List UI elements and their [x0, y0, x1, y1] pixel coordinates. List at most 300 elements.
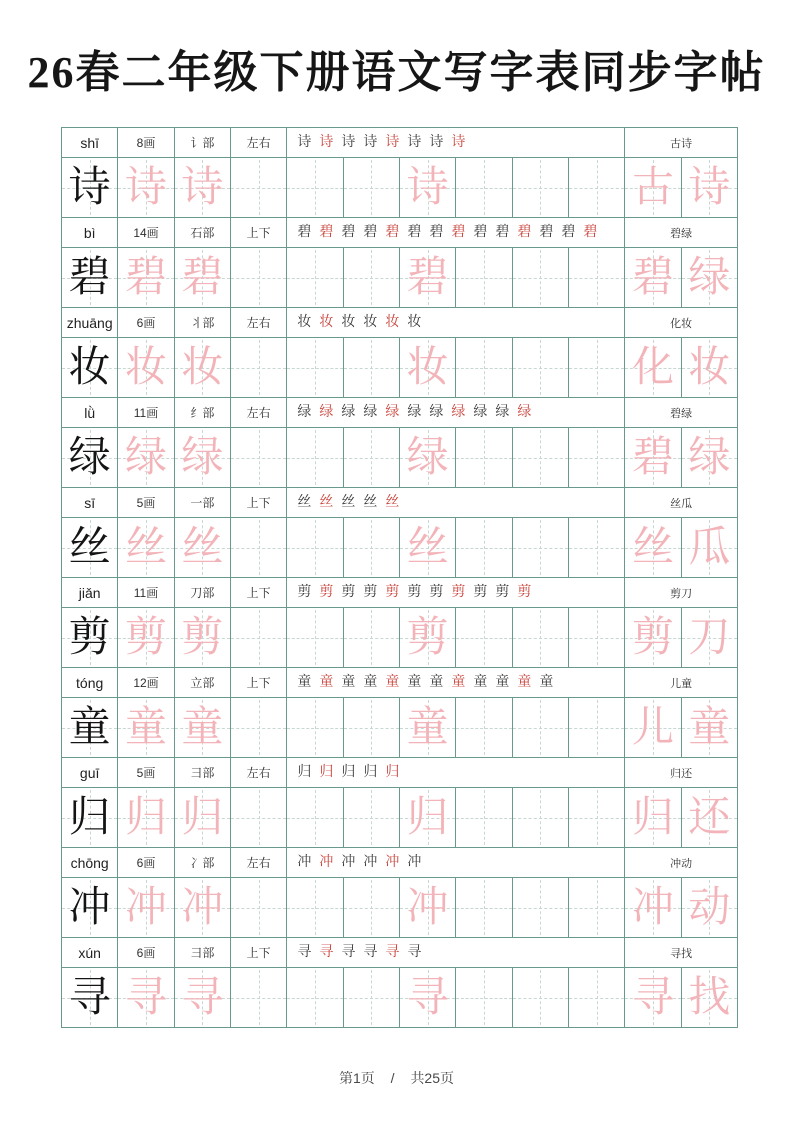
trace-character: 寻 — [406, 974, 449, 1021]
stroke-step-glyph: 童 — [297, 674, 312, 690]
stroke-step-glyph: 诗 — [319, 134, 334, 150]
page-number-footer — [0, 1068, 793, 1088]
practice-cell — [682, 428, 738, 488]
practice-cell — [400, 428, 456, 488]
practice-cell — [569, 968, 625, 1028]
trace-character: 诗 — [181, 164, 224, 211]
pinyin-label: chōng — [62, 848, 118, 878]
stroke-step-glyph: 妆 — [407, 314, 422, 330]
word-trace-character: 绿 — [688, 254, 731, 301]
model-character: 诗 — [68, 164, 111, 211]
practice-cell — [456, 158, 512, 218]
practice-cell — [175, 878, 231, 938]
stroke-order-steps — [297, 136, 465, 150]
stroke-order-sequence — [287, 758, 625, 788]
practice-cell — [175, 608, 231, 668]
practice-cell — [569, 518, 625, 578]
pinyin-label: lǜ — [62, 398, 118, 428]
practice-cell — [62, 608, 118, 668]
trace-character: 归 — [406, 794, 449, 841]
practice-cell — [344, 878, 400, 938]
model-character: 童 — [68, 704, 111, 751]
practice-cell — [231, 788, 287, 848]
stroke-step-glyph: 碧 — [429, 224, 444, 240]
stroke-count-label: 5画 — [118, 488, 174, 518]
word-trace-character: 刀 — [688, 614, 731, 661]
trace-character: 剪 — [124, 614, 167, 661]
stroke-step-glyph: 剪 — [341, 584, 356, 600]
stroke-step-glyph: 妆 — [363, 314, 378, 330]
practice-cell — [569, 428, 625, 488]
stroke-step-glyph: 妆 — [319, 314, 334, 330]
trace-character: 剪 — [181, 614, 224, 661]
practice-cell — [231, 698, 287, 758]
practice-cell — [62, 698, 118, 758]
word-trace-character: 妆 — [688, 344, 731, 391]
stroke-step-glyph: 剪 — [319, 584, 334, 600]
stroke-step-glyph: 绿 — [297, 404, 312, 420]
word-trace-character: 还 — [688, 794, 731, 841]
trace-character: 冲 — [406, 884, 449, 931]
practice-cell — [569, 698, 625, 758]
structure-label: 左右 — [231, 308, 287, 338]
practice-cell — [569, 338, 625, 398]
practice-cell — [344, 158, 400, 218]
practice-cell — [456, 788, 512, 848]
structure-label: 上下 — [231, 938, 287, 968]
practice-cell — [456, 878, 512, 938]
trace-character: 童 — [181, 704, 224, 751]
trace-character: 丝 — [181, 524, 224, 571]
practice-cell — [118, 158, 174, 218]
practice-cell — [682, 698, 738, 758]
practice-cell — [682, 788, 738, 848]
model-character: 冲 — [68, 884, 111, 931]
practice-cell — [287, 788, 343, 848]
stroke-step-glyph: 归 — [385, 764, 400, 780]
stroke-order-sequence — [287, 938, 625, 968]
practice-cell — [569, 788, 625, 848]
word-trace-character: 剪 — [631, 614, 674, 661]
example-word-label: 寻找 — [625, 938, 738, 968]
trace-character: 绿 — [406, 434, 449, 481]
pinyin-label: bì — [62, 218, 118, 248]
character-info-row — [62, 668, 738, 698]
stroke-step-glyph: 诗 — [451, 134, 466, 150]
character-group — [62, 308, 738, 398]
practice-cell — [231, 878, 287, 938]
radical-label: 纟部 — [175, 398, 231, 428]
stroke-step-glyph: 童 — [539, 674, 554, 690]
practice-cell — [400, 518, 456, 578]
stroke-step-glyph: 诗 — [385, 134, 400, 150]
stroke-order-steps — [297, 766, 399, 780]
stroke-step-glyph: 童 — [407, 674, 422, 690]
stroke-step-glyph: 童 — [429, 674, 444, 690]
word-trace-character: 动 — [688, 884, 731, 931]
stroke-step-glyph: 童 — [363, 674, 378, 690]
stroke-step-glyph: 绿 — [429, 404, 444, 420]
character-group — [62, 488, 738, 578]
stroke-step-glyph: 剪 — [363, 584, 378, 600]
structure-label: 左右 — [231, 398, 287, 428]
practice-cell — [62, 428, 118, 488]
stroke-step-glyph: 剪 — [517, 584, 532, 600]
word-trace-character: 归 — [631, 794, 674, 841]
stroke-step-glyph: 剪 — [495, 584, 510, 600]
practice-cell — [344, 338, 400, 398]
stroke-step-glyph: 童 — [319, 674, 334, 690]
practice-cell — [175, 968, 231, 1028]
stroke-step-glyph: 绿 — [363, 404, 378, 420]
practice-cell — [456, 608, 512, 668]
stroke-step-glyph: 冲 — [407, 854, 422, 870]
stroke-step-glyph: 寻 — [363, 944, 378, 960]
stroke-step-glyph: 归 — [341, 764, 356, 780]
example-word-label: 归还 — [625, 758, 738, 788]
stroke-step-glyph: 碧 — [341, 224, 356, 240]
character-group — [62, 218, 738, 308]
example-word-label: 化妆 — [625, 308, 738, 338]
stroke-step-glyph: 诗 — [341, 134, 356, 150]
example-word-label: 丝瓜 — [625, 488, 738, 518]
pinyin-label: sī — [62, 488, 118, 518]
pinyin-label: xún — [62, 938, 118, 968]
practice-cell — [513, 968, 569, 1028]
stroke-count-label: 6画 — [118, 938, 174, 968]
practice-cell — [625, 248, 681, 308]
practice-cell — [231, 428, 287, 488]
practice-cell — [513, 338, 569, 398]
stroke-step-glyph: 绿 — [451, 404, 466, 420]
stroke-step-glyph: 寻 — [407, 944, 422, 960]
practice-cell — [569, 158, 625, 218]
character-group — [62, 668, 738, 758]
radical-label: 彐部 — [175, 758, 231, 788]
stroke-step-glyph: 碧 — [561, 224, 576, 240]
stroke-step-glyph: 碧 — [517, 224, 532, 240]
trace-character: 丝 — [124, 524, 167, 571]
stroke-step-glyph: 碧 — [583, 224, 598, 240]
practice-cell — [682, 878, 738, 938]
practice-cell — [62, 158, 118, 218]
stroke-step-glyph: 归 — [297, 764, 312, 780]
stroke-order-sequence — [287, 308, 625, 338]
practice-grid-row — [62, 968, 738, 1028]
structure-label: 上下 — [231, 668, 287, 698]
trace-character: 冲 — [181, 884, 224, 931]
stroke-step-glyph: 绿 — [341, 404, 356, 420]
word-trace-character: 碧 — [631, 434, 674, 481]
practice-grid-row — [62, 788, 738, 848]
practice-grid-row — [62, 608, 738, 668]
stroke-step-glyph: 丝 — [297, 494, 312, 510]
practice-cell — [118, 338, 174, 398]
stroke-count-label: 8画 — [118, 128, 174, 158]
trace-character: 绿 — [124, 434, 167, 481]
practice-cell — [625, 968, 681, 1028]
stroke-step-glyph: 剪 — [385, 584, 400, 600]
stroke-order-steps — [297, 226, 597, 240]
stroke-step-glyph: 归 — [363, 764, 378, 780]
word-trace-character: 诗 — [688, 164, 731, 211]
stroke-step-glyph: 冲 — [297, 854, 312, 870]
pinyin-label: jiǎn — [62, 578, 118, 608]
stroke-step-glyph: 丝 — [385, 494, 400, 510]
stroke-step-glyph: 诗 — [407, 134, 422, 150]
character-group — [62, 938, 738, 1028]
character-group — [62, 758, 738, 848]
practice-cell — [456, 968, 512, 1028]
practice-cell — [175, 518, 231, 578]
stroke-count-label: 14画 — [118, 218, 174, 248]
practice-cell — [569, 608, 625, 668]
structure-label: 上下 — [231, 488, 287, 518]
trace-character: 妆 — [124, 344, 167, 391]
practice-cell — [344, 968, 400, 1028]
model-character: 绿 — [68, 434, 111, 481]
practice-grid-row — [62, 158, 738, 218]
trace-character: 绿 — [181, 434, 224, 481]
pinyin-label: guī — [62, 758, 118, 788]
character-group — [62, 398, 738, 488]
model-character: 丝 — [68, 524, 111, 571]
practice-cell — [287, 608, 343, 668]
stroke-step-glyph: 剪 — [473, 584, 488, 600]
stroke-step-glyph: 碧 — [407, 224, 422, 240]
character-practice-table — [61, 127, 738, 1028]
trace-character: 丝 — [406, 524, 449, 571]
practice-cell — [287, 338, 343, 398]
practice-cell — [682, 518, 738, 578]
stroke-step-glyph: 绿 — [385, 404, 400, 420]
practice-cell — [513, 518, 569, 578]
example-word-label: 古诗 — [625, 128, 738, 158]
stroke-step-glyph: 妆 — [385, 314, 400, 330]
practice-cell — [118, 518, 174, 578]
example-word-label: 儿童 — [625, 668, 738, 698]
practice-cell — [231, 608, 287, 668]
trace-character: 童 — [124, 704, 167, 751]
stroke-step-glyph: 妆 — [341, 314, 356, 330]
stroke-order-sequence — [287, 128, 625, 158]
stroke-step-glyph: 寻 — [341, 944, 356, 960]
page-title: 26春二年级下册语文写字表同步字帖 — [27, 48, 766, 97]
example-word-label: 碧绿 — [625, 398, 738, 428]
practice-cell — [118, 608, 174, 668]
trace-character: 妆 — [181, 344, 224, 391]
stroke-count-label: 6画 — [118, 308, 174, 338]
word-trace-character: 绿 — [688, 434, 731, 481]
stroke-step-glyph: 冲 — [319, 854, 334, 870]
practice-cell — [287, 518, 343, 578]
stroke-step-glyph: 剪 — [297, 584, 312, 600]
practice-cell — [62, 968, 118, 1028]
stroke-step-glyph: 诗 — [297, 134, 312, 150]
practice-cell — [118, 968, 174, 1028]
practice-cell — [400, 338, 456, 398]
model-character: 寻 — [68, 974, 111, 1021]
word-trace-character: 找 — [688, 974, 731, 1021]
word-trace-character: 冲 — [631, 884, 674, 931]
practice-cell — [175, 158, 231, 218]
practice-cell — [513, 248, 569, 308]
practice-cell — [118, 878, 174, 938]
model-character: 妆 — [68, 344, 111, 391]
model-character: 归 — [68, 794, 111, 841]
stroke-step-glyph: 童 — [495, 674, 510, 690]
stroke-step-glyph: 童 — [517, 674, 532, 690]
stroke-step-glyph: 碧 — [539, 224, 554, 240]
stroke-step-glyph: 碧 — [451, 224, 466, 240]
practice-grid-row — [62, 338, 738, 398]
example-word-label: 碧绿 — [625, 218, 738, 248]
trace-character: 归 — [124, 794, 167, 841]
trace-character: 童 — [406, 704, 449, 751]
word-trace-character: 碧 — [631, 254, 674, 301]
practice-cell — [682, 608, 738, 668]
character-info-row — [62, 128, 738, 158]
pinyin-label: shī — [62, 128, 118, 158]
structure-label: 上下 — [231, 218, 287, 248]
practice-cell — [513, 428, 569, 488]
practice-cell — [62, 788, 118, 848]
stroke-step-glyph: 童 — [473, 674, 488, 690]
stroke-step-glyph: 绿 — [473, 404, 488, 420]
stroke-count-label: 6画 — [118, 848, 174, 878]
practice-cell — [400, 968, 456, 1028]
practice-cell — [569, 878, 625, 938]
character-group — [62, 578, 738, 668]
practice-cell — [682, 158, 738, 218]
trace-character: 碧 — [124, 254, 167, 301]
radical-label: 冫部 — [175, 848, 231, 878]
practice-grid-row — [62, 428, 738, 488]
practice-cell — [62, 338, 118, 398]
stroke-step-glyph: 寻 — [319, 944, 334, 960]
practice-cell — [118, 428, 174, 488]
word-trace-character: 儿 — [631, 704, 674, 751]
structure-label: 左右 — [231, 128, 287, 158]
trace-character: 寻 — [181, 974, 224, 1021]
practice-grid-row — [62, 698, 738, 758]
practice-cell — [231, 248, 287, 308]
stroke-step-glyph: 碧 — [319, 224, 334, 240]
practice-cell — [344, 788, 400, 848]
practice-cell — [62, 248, 118, 308]
word-trace-character: 丝 — [631, 524, 674, 571]
practice-cell — [625, 878, 681, 938]
practice-cell — [400, 878, 456, 938]
stroke-step-glyph: 碧 — [297, 224, 312, 240]
stroke-step-glyph: 剪 — [407, 584, 422, 600]
stroke-order-steps — [297, 946, 421, 960]
practice-cell — [62, 878, 118, 938]
practice-cell — [400, 788, 456, 848]
practice-cell — [287, 968, 343, 1028]
practice-grid-row — [62, 878, 738, 938]
stroke-step-glyph: 碧 — [363, 224, 378, 240]
stroke-order-sequence — [287, 488, 625, 518]
stroke-step-glyph: 冲 — [363, 854, 378, 870]
character-info-row — [62, 308, 738, 338]
trace-character: 剪 — [406, 614, 449, 661]
radical-label: 彐部 — [175, 938, 231, 968]
radical-label: 讠部 — [175, 128, 231, 158]
stroke-order-steps — [297, 856, 421, 870]
practice-cell — [513, 878, 569, 938]
stroke-order-steps — [297, 676, 553, 690]
radical-label: 丬部 — [175, 308, 231, 338]
stroke-step-glyph: 归 — [319, 764, 334, 780]
practice-cell — [287, 428, 343, 488]
stroke-step-glyph: 丝 — [363, 494, 378, 510]
character-info-row — [62, 218, 738, 248]
practice-cell — [231, 968, 287, 1028]
stroke-order-sequence — [287, 398, 625, 428]
practice-grid-row — [62, 518, 738, 578]
practice-cell — [625, 428, 681, 488]
practice-cell — [344, 248, 400, 308]
stroke-step-glyph: 冲 — [341, 854, 356, 870]
stroke-order-steps — [297, 316, 421, 330]
practice-cell — [456, 338, 512, 398]
practice-cell — [344, 608, 400, 668]
structure-label: 上下 — [231, 578, 287, 608]
model-character: 碧 — [68, 254, 111, 301]
radical-label: 石部 — [175, 218, 231, 248]
stroke-order-sequence — [287, 668, 625, 698]
model-character: 剪 — [68, 614, 111, 661]
trace-character: 冲 — [124, 884, 167, 931]
practice-cell — [400, 608, 456, 668]
practice-cell — [682, 968, 738, 1028]
stroke-order-steps — [297, 406, 531, 420]
character-group — [62, 128, 738, 218]
practice-cell — [344, 698, 400, 758]
character-info-row — [62, 938, 738, 968]
practice-cell — [682, 338, 738, 398]
stroke-step-glyph: 诗 — [363, 134, 378, 150]
stroke-step-glyph: 丝 — [319, 494, 334, 510]
trace-character: 碧 — [406, 254, 449, 301]
practice-cell — [400, 698, 456, 758]
total-pages-label: 共25页 — [410, 1070, 455, 1086]
stroke-step-glyph: 童 — [341, 674, 356, 690]
practice-cell — [118, 698, 174, 758]
practice-cell — [400, 248, 456, 308]
stroke-count-label: 12画 — [118, 668, 174, 698]
trace-character: 碧 — [181, 254, 224, 301]
practice-cell — [287, 158, 343, 218]
practice-cell — [513, 698, 569, 758]
practice-cell — [175, 248, 231, 308]
word-trace-character: 寻 — [631, 974, 674, 1021]
word-trace-character: 古 — [631, 164, 674, 211]
character-info-row — [62, 398, 738, 428]
practice-grid-row — [62, 248, 738, 308]
character-info-row — [62, 578, 738, 608]
practice-cell — [175, 428, 231, 488]
practice-cell — [118, 248, 174, 308]
trace-character: 寻 — [124, 974, 167, 1021]
stroke-count-label: 11画 — [118, 398, 174, 428]
practice-cell — [62, 518, 118, 578]
trace-character: 诗 — [124, 164, 167, 211]
stroke-step-glyph: 绿 — [517, 404, 532, 420]
practice-cell — [625, 698, 681, 758]
stroke-count-label: 11画 — [118, 578, 174, 608]
